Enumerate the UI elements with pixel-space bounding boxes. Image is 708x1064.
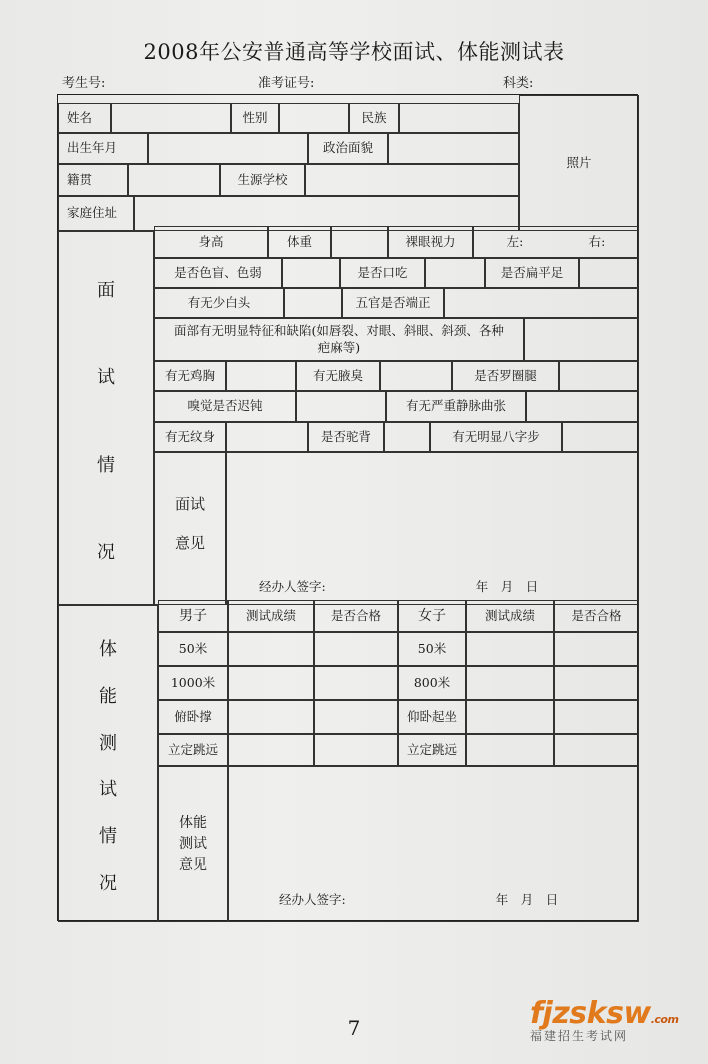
body-odor-value bbox=[380, 361, 452, 391]
male-score-header: 测试成绩 bbox=[228, 600, 314, 632]
weight-label: 体重 bbox=[268, 226, 331, 258]
female-item-situps: 仰卧起坐 bbox=[398, 700, 466, 734]
varicose-label: 有无严重静脉曲张 bbox=[386, 391, 526, 422]
white-hair-label: 有无少白头 bbox=[154, 288, 284, 318]
facial-features-value bbox=[444, 288, 639, 318]
female-item-long-jump: 立定跳远 bbox=[398, 734, 466, 766]
male-pass-header: 是否合格 bbox=[314, 600, 398, 632]
name-value bbox=[111, 103, 231, 133]
facial-defects-value bbox=[524, 318, 639, 361]
ethnicity-value bbox=[399, 103, 519, 133]
male-score-cell bbox=[228, 700, 314, 734]
female-score-cell bbox=[466, 700, 554, 734]
flatfoot-value bbox=[579, 258, 639, 288]
female-score-cell bbox=[466, 666, 554, 700]
gait-value bbox=[562, 422, 639, 452]
interview-opinion-label: 面试 意见 bbox=[154, 452, 226, 605]
interview-date-label: 年 月 日 bbox=[475, 579, 539, 595]
interview-signature-label: 经办人签字: bbox=[259, 579, 326, 595]
fitness-date-label: 年 月 日 bbox=[495, 892, 559, 908]
male-pass-cell bbox=[314, 734, 398, 766]
form-table bbox=[57, 94, 638, 921]
hunchback-label: 是否驼背 bbox=[308, 422, 384, 452]
birth-value bbox=[148, 133, 308, 164]
male-score-cell bbox=[228, 666, 314, 700]
facial-features-label: 五官是否端正 bbox=[342, 288, 444, 318]
site-watermark-logo: fjzsksw.com 福建招生考试网 bbox=[530, 996, 679, 1043]
tattoo-value bbox=[226, 422, 308, 452]
gender-label: 性别 bbox=[231, 103, 279, 133]
colorblind-value bbox=[282, 258, 340, 288]
smell-label: 嗅觉是否迟钝 bbox=[154, 391, 296, 422]
tattoo-label: 有无纹身 bbox=[154, 422, 226, 452]
gender-value bbox=[279, 103, 349, 133]
fitness-signature-label: 经办人签字: bbox=[279, 892, 346, 908]
political-value bbox=[388, 133, 519, 164]
female-header: 女子 bbox=[398, 600, 466, 632]
female-pass-cell bbox=[554, 666, 639, 700]
page-number: 7 bbox=[347, 1016, 361, 1040]
colorblind-label: 是否色盲、色弱 bbox=[154, 258, 282, 288]
flatfoot-label: 是否扁平足 bbox=[485, 258, 579, 288]
female-pass-cell bbox=[554, 734, 639, 766]
fitness-opinion-box bbox=[228, 766, 639, 922]
name-label: 姓名 bbox=[58, 103, 111, 133]
male-score-cell bbox=[228, 632, 314, 666]
male-pass-cell bbox=[314, 632, 398, 666]
female-pass-cell bbox=[554, 700, 639, 734]
female-item-50m: 50米 bbox=[398, 632, 466, 666]
female-item-800m: 800米 bbox=[398, 666, 466, 700]
varicose-value bbox=[526, 391, 639, 422]
facial-defects-label: 面部有无明显特征和缺陷(如唇裂、对眼、斜眼、斜颈、各种疤麻等) bbox=[154, 318, 524, 361]
male-item-50m: 50米 bbox=[158, 632, 228, 666]
fitness-side-label: 体 能 测 试 情 况 bbox=[99, 639, 117, 894]
hunchback-value bbox=[384, 422, 430, 452]
form-title: 2008年公安普通高等学校面试、体能测试表 bbox=[143, 40, 565, 64]
interview-opinion-box bbox=[226, 452, 639, 605]
gait-label: 有无明显八字步 bbox=[430, 422, 562, 452]
female-score-header: 测试成绩 bbox=[466, 600, 554, 632]
political-label: 政治面貌 bbox=[308, 133, 388, 164]
weight-value bbox=[331, 226, 388, 258]
female-score-cell bbox=[466, 632, 554, 666]
chicken-chest-label: 有无鸡胸 bbox=[154, 361, 226, 391]
vision-value bbox=[473, 226, 639, 258]
admission-number-label: 准考证号: bbox=[258, 76, 315, 91]
ethnicity-label: 民族 bbox=[349, 103, 399, 133]
vision-label: 裸眼视力 bbox=[388, 226, 473, 258]
smell-value bbox=[296, 391, 386, 422]
male-score-cell bbox=[228, 734, 314, 766]
stutter-value bbox=[425, 258, 485, 288]
male-item-pushups: 俯卧撑 bbox=[158, 700, 228, 734]
bow-legs-value bbox=[559, 361, 639, 391]
subject-label: 科类: bbox=[503, 76, 534, 91]
native-label: 籍贯 bbox=[58, 164, 128, 196]
birth-label: 出生年月 bbox=[58, 133, 148, 164]
female-pass-cell bbox=[554, 632, 639, 666]
body-odor-label: 有无腋臭 bbox=[296, 361, 380, 391]
female-pass-header: 是否合格 bbox=[554, 600, 639, 632]
exam-number-label: 考生号: bbox=[62, 76, 106, 91]
right-eye-label: 右: bbox=[588, 233, 606, 249]
stutter-label: 是否口吃 bbox=[340, 258, 425, 288]
left-eye-label: 左: bbox=[506, 233, 524, 249]
interview-side-label: 面 试 情 况 bbox=[97, 279, 115, 564]
female-score-cell bbox=[466, 734, 554, 766]
chicken-chest-value bbox=[226, 361, 296, 391]
fitness-opinion-label: 体能 测试 意见 bbox=[158, 766, 228, 922]
male-item-long-jump: 立定跳远 bbox=[158, 734, 228, 766]
school-label: 生源学校 bbox=[220, 164, 305, 196]
white-hair-value bbox=[284, 288, 342, 318]
bow-legs-label: 是否罗圈腿 bbox=[452, 361, 559, 391]
male-pass-cell bbox=[314, 700, 398, 734]
male-header: 男子 bbox=[158, 600, 228, 632]
school-value bbox=[305, 164, 519, 196]
native-value bbox=[128, 164, 220, 196]
height-label: 身高 bbox=[154, 226, 268, 258]
male-item-1000m: 1000米 bbox=[158, 666, 228, 700]
address-label: 家庭住址 bbox=[58, 196, 134, 231]
male-pass-cell bbox=[314, 666, 398, 700]
photo-box: 照片 bbox=[519, 95, 639, 231]
